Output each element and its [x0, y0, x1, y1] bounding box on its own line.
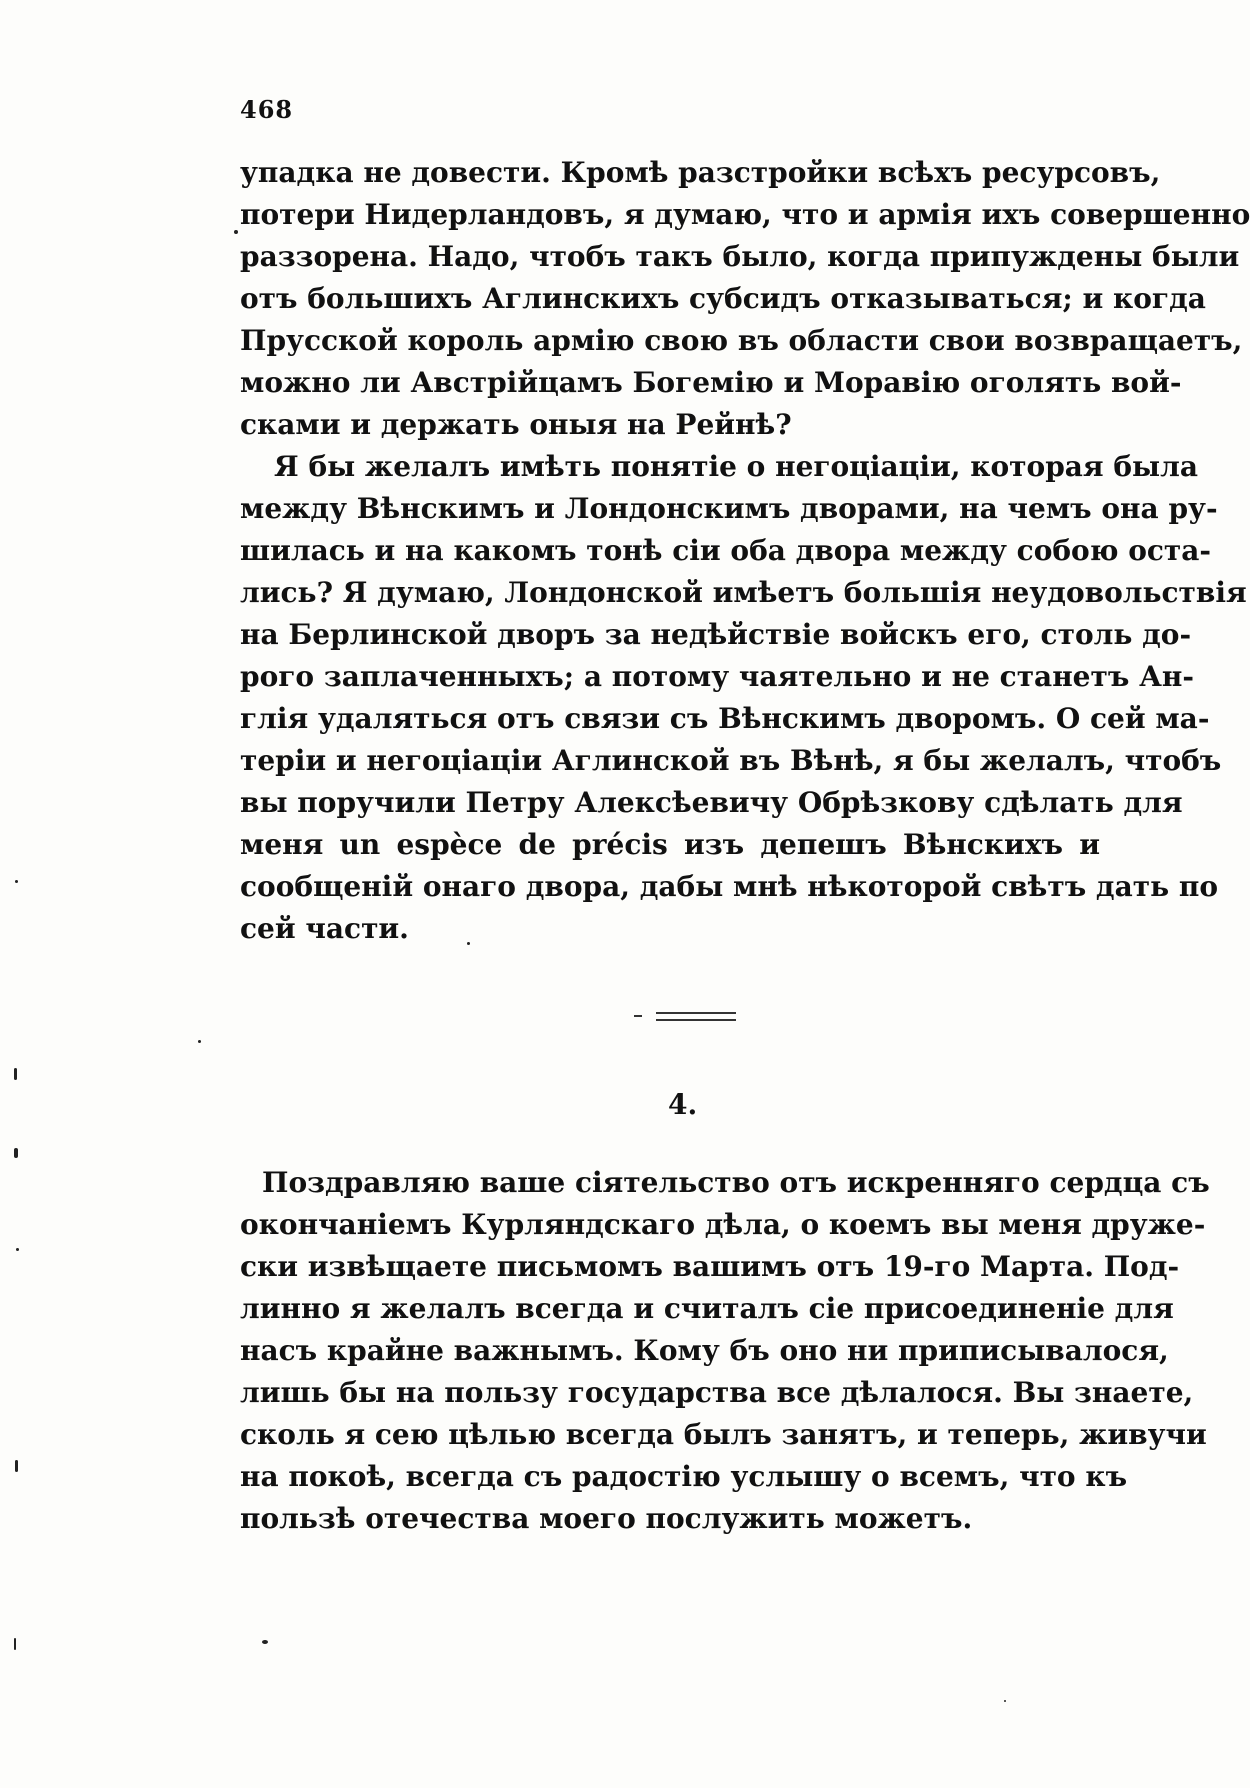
print-speck [15, 880, 18, 883]
separator-rule [656, 1012, 736, 1021]
text-line: лись? Я думаю, Лондонской имѣетъ большія неудовольствія [240, 576, 1247, 609]
text-line: ски извѣщаете письмомъ вашимъ отъ 19-го Марта. Под- [240, 1250, 1180, 1283]
text-line: потери Нидерландовъ, я думаю, что и армія ихъ совершенно [240, 198, 1250, 231]
text-line: Я бы желалъ имѣть понятіе о негоціаціи, которая была [274, 450, 1198, 483]
text-line: вы поручили Петру Алексѣевичу Обрѣзкову сдѣлать для [240, 786, 1183, 819]
print-speck [15, 1460, 18, 1472]
print-speck [14, 1148, 18, 1158]
print-speck [16, 1248, 19, 1251]
text-line: Прусской король армію свою въ области свои возвращаетъ, [240, 324, 1243, 357]
text-line: линно я желалъ всегда и считалъ сіе присоединеніе для [240, 1292, 1174, 1325]
text-line: окончаніемъ Курляндскаго дѣла, о коемъ вы меня друже- [240, 1208, 1206, 1241]
letter-4-text [240, 1162, 1210, 1540]
text-line: отъ большихъ Аглинскихъ субсидъ отказываться; и когда [240, 282, 1206, 315]
print-speck [467, 942, 470, 945]
print-speck [14, 1638, 16, 1650]
print-speck [234, 230, 238, 234]
text-line: между Вѣнскимъ и Лондонскимъ дворами, на чемъ она ру- [240, 492, 1218, 525]
text-line: рого заплаченныхъ; а потому чаятельно и не станетъ Ан- [240, 660, 1194, 693]
text-line: насъ крайне важнымъ. Кому бъ оно ни приписывалося, [240, 1334, 1169, 1367]
text-line: пользѣ отечества моего послужить можетъ. [240, 1502, 973, 1535]
text-line: глія удаляться отъ связи съ Вѣнскимъ дворомъ. О сей ма- [240, 702, 1210, 735]
print-speck [14, 1068, 17, 1080]
print-speck [262, 1640, 268, 1644]
letter-number: 4. [668, 1088, 698, 1121]
print-speck [1004, 1700, 1006, 1702]
text-line: меня un espèce de précis изъ депешъ Вѣнскихъ и [240, 828, 1100, 861]
text-line: упадка не довести. Кромѣ разстройки всѣхъ ресурсовъ, [240, 156, 1161, 189]
text-line: на Берлинской дворъ за недѣйствіе войскъ его, столь до- [240, 618, 1192, 651]
text-line: сообщеній онаго двора, дабы мнѣ нѣкоторой свѣтъ дать по [240, 870, 1219, 903]
separator-dash [634, 1015, 642, 1017]
text-line: шилась и на какомъ тонѣ сіи оба двора между собою оста- [240, 534, 1212, 567]
continued-letter-text [240, 152, 1250, 950]
page-number: 468 [240, 95, 294, 124]
text-line: Поздравляю ваше сіятельство отъ искренняго сердца съ [262, 1166, 1210, 1199]
text-line: лишь бы на пользу государства все дѣлалося. Вы знаете, [240, 1376, 1194, 1409]
text-line: на покоѣ, всегда съ радостію услышу о всемъ, что къ [240, 1460, 1128, 1493]
text-line: сками и держать оныя на Рейнѣ? [240, 408, 792, 441]
text-line: сей части. [240, 912, 409, 945]
text-line: можно ли Австрійцамъ Богемію и Моравію оголять вой- [240, 366, 1182, 399]
print-speck [198, 1040, 201, 1043]
section-separator [610, 1006, 760, 1026]
text-line: теріи и негоціаціи Аглинской въ Вѣнѣ, я бы желалъ, чтобъ [240, 744, 1222, 777]
text-line: сколь я сею цѣлью всегда былъ занятъ, и теперь, живучи [240, 1418, 1207, 1451]
text-line: раззорена. Надо, чтобъ такъ было, когда припуждены были [240, 240, 1240, 273]
